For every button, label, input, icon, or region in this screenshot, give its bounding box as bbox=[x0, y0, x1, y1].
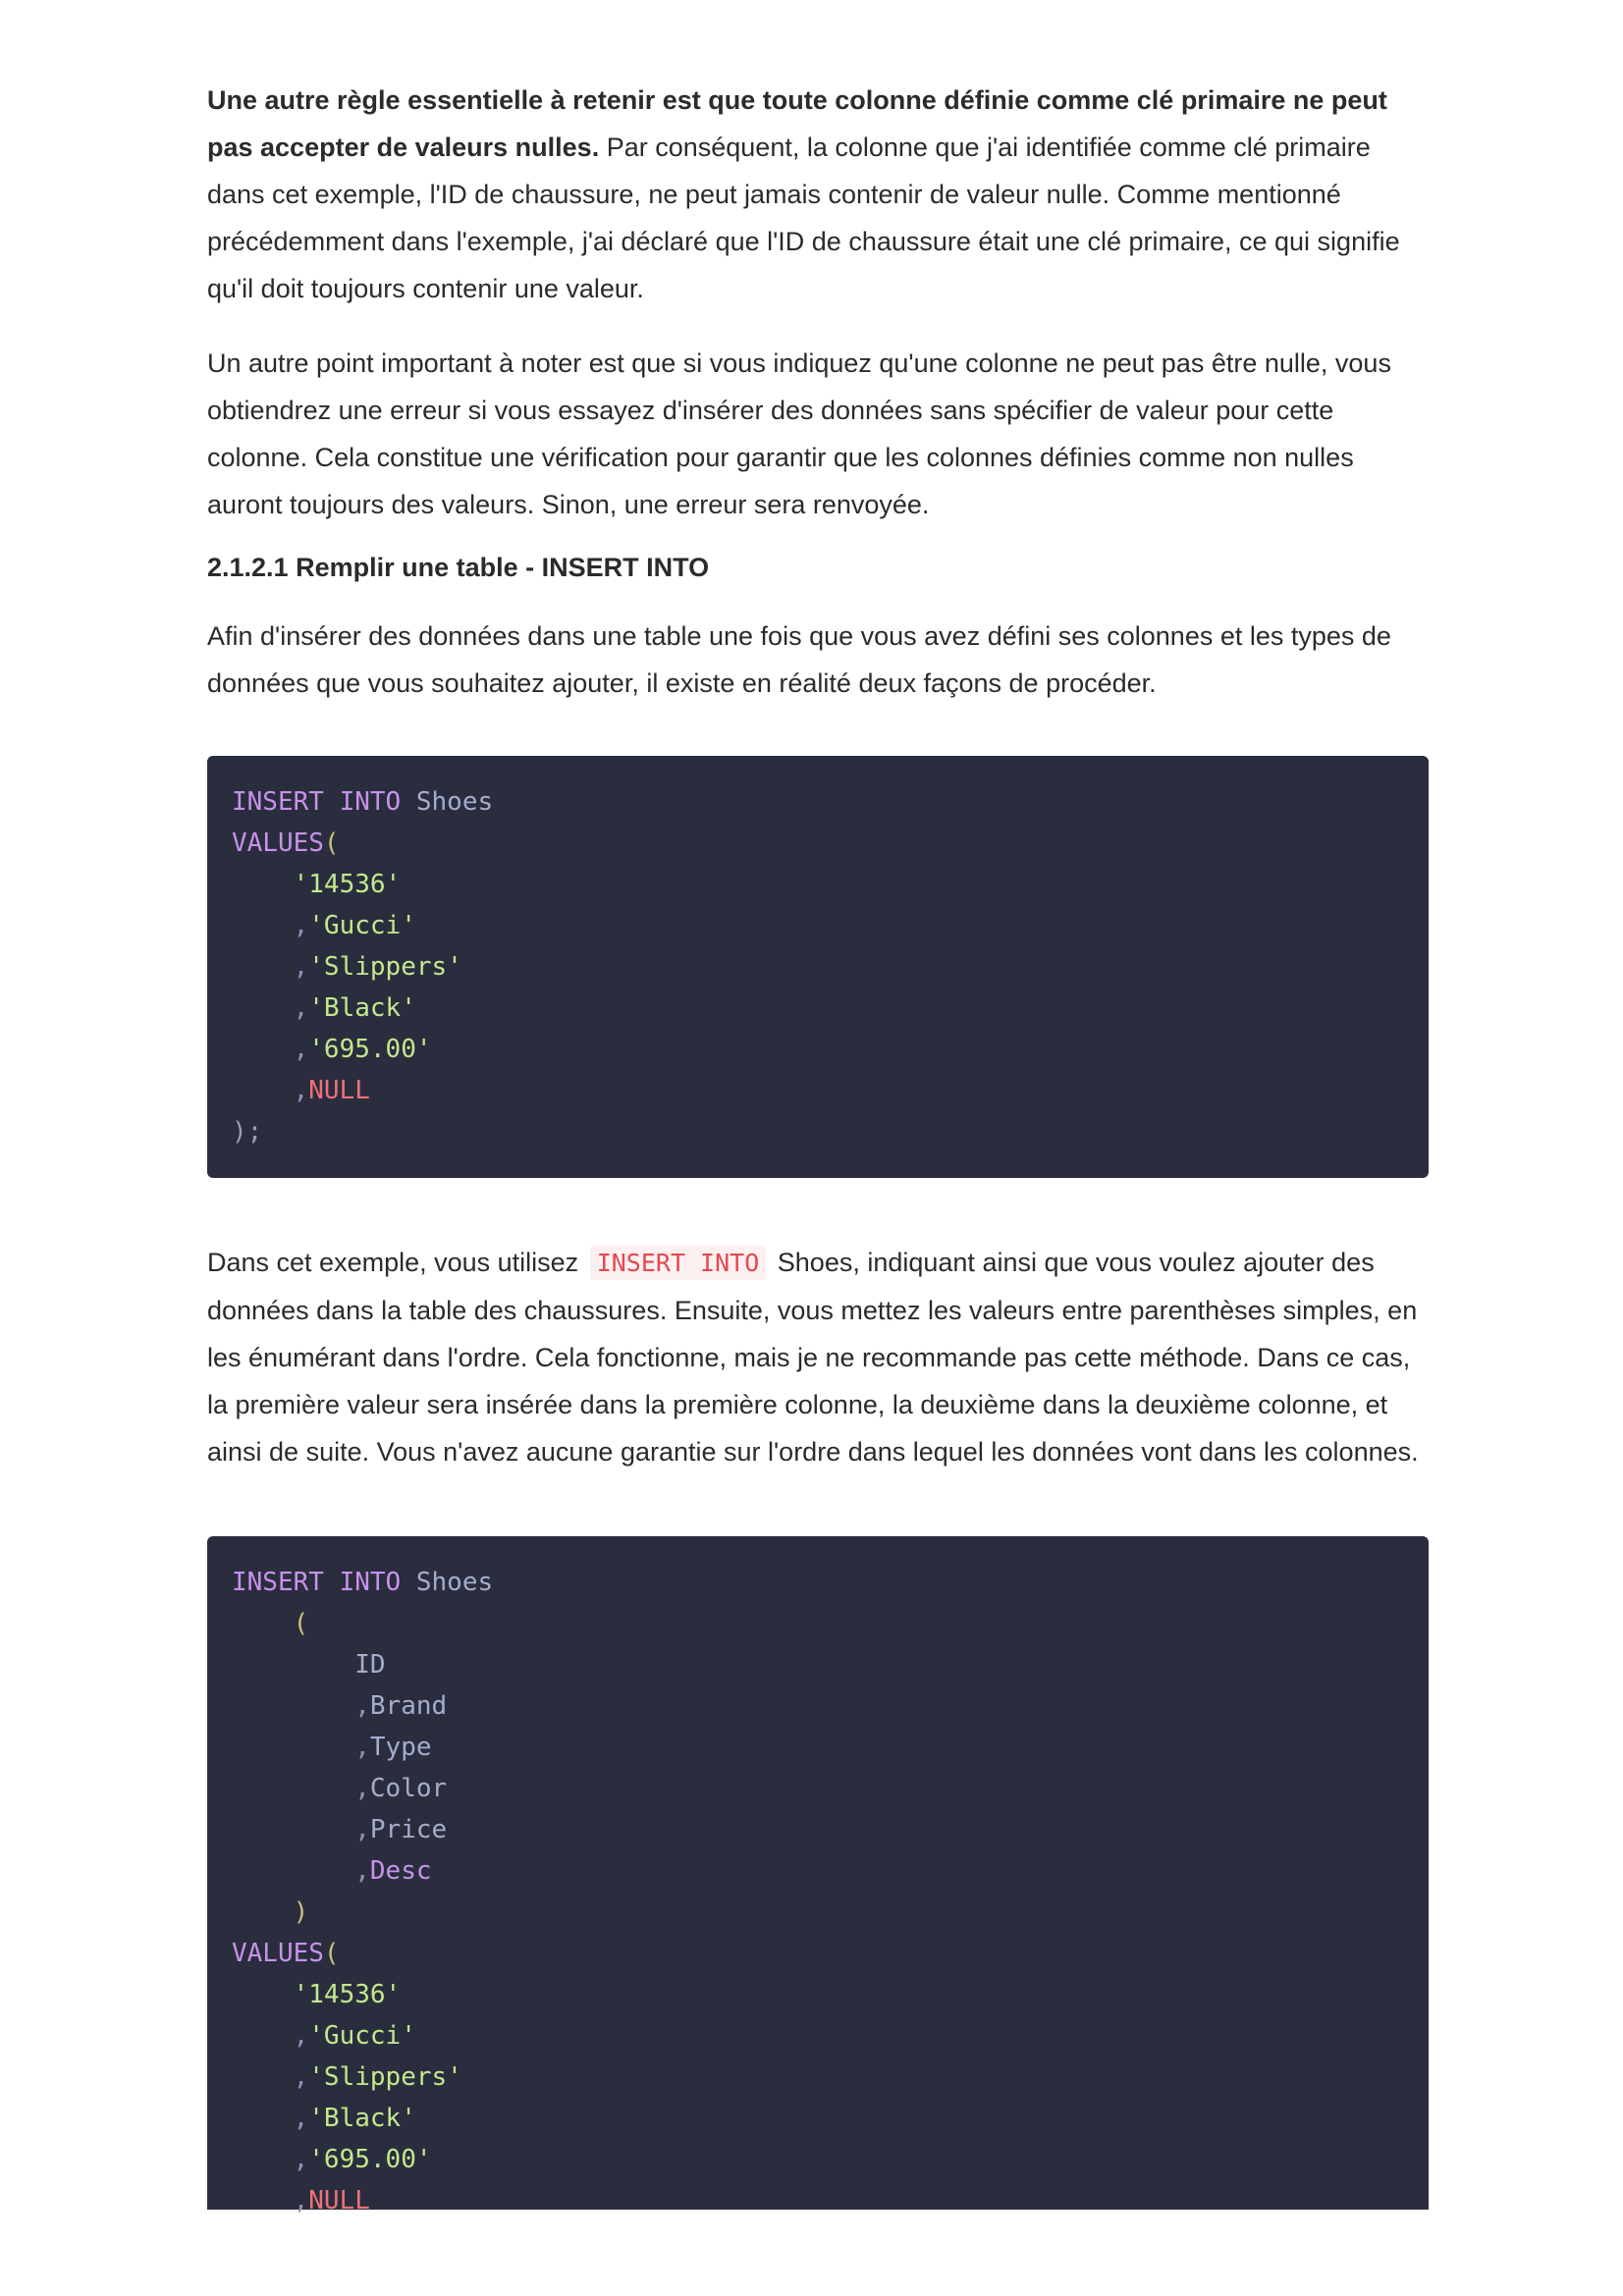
paragraph-not-null: Un autre point important à noter est que si vous indiquez qu'une colonne ne peut pas être nulle, vous obtiendrez une erreur si vous essayez d'insérer des données sans spécifier de valeur pour cette colonne. Cela constitue une vérification pour garantir que les colonnes définies comme non nulles auront toujours des valeurs. Sinon, une erreur sera renvoyée. bbox=[207, 348, 1391, 519]
code-line bbox=[232, 2098, 1404, 2139]
document-page bbox=[207, 77, 1429, 2216]
code-punct: , bbox=[354, 1856, 370, 1886]
code-punct: , bbox=[354, 1815, 370, 1844]
paragraph-text: Dans cet exemple, vous utilisez bbox=[207, 1248, 579, 1277]
code-line bbox=[232, 946, 1404, 988]
code-punct: , bbox=[293, 2145, 309, 2174]
code-line bbox=[232, 2056, 1404, 2098]
code-line bbox=[232, 1685, 1404, 1727]
code-column: Price bbox=[369, 1815, 448, 1844]
code-column: Color bbox=[369, 1774, 448, 1803]
code-line bbox=[232, 1809, 1404, 1850]
code-line bbox=[232, 1070, 1404, 1111]
code-punct: , bbox=[293, 2021, 309, 2051]
code-line bbox=[232, 988, 1404, 1029]
code-line bbox=[232, 1727, 1404, 1768]
code-null: NULL bbox=[308, 2186, 370, 2216]
code-punct: ( bbox=[293, 1609, 309, 1638]
code-block-insert-columns-values bbox=[207, 1536, 1429, 2216]
code-punct: ( bbox=[323, 1939, 340, 1968]
code-string: 'Gucci' bbox=[308, 2021, 416, 2051]
paragraph-lead-bold: Une autre règle essentielle à retenir est que toute colonne définie comme clé primaire ne peut pas accepter de valeurs nulles. bbox=[207, 85, 1387, 162]
code-keyword: Desc bbox=[369, 1856, 432, 1886]
code-punct: , bbox=[354, 1774, 370, 1803]
paragraph-text: Shoes, indiquant ainsi que vous voulez ajouter des données dans la table des chaussures. Ensuite, vous mettez les valeurs entre parenthèses simples, en les énumérant dans l'ordre. Cela fonctionne, mais je ne recommande pas cette méthode. Dans ce cas, la première valeur sera insérée dans la première colonne, la deuxième dans la deuxième colonne, et ainsi de suite. Vous n'avez aucune garantie sur l'ordre dans lequel les données vont dans les colonnes. bbox=[207, 1248, 1419, 1467]
code-column: Brand bbox=[369, 1691, 448, 1721]
code-string: 'Slippers' bbox=[308, 2062, 462, 2092]
code-punct: , bbox=[293, 2104, 309, 2133]
code-line bbox=[232, 2015, 1404, 2056]
code-line bbox=[232, 823, 1404, 864]
code-line bbox=[232, 1974, 1404, 2015]
code-line bbox=[232, 1850, 1404, 1892]
code-punct: , bbox=[354, 1691, 370, 1721]
code-punct: , bbox=[293, 952, 309, 982]
code-line bbox=[232, 1644, 1404, 1685]
paragraph-insert-intro: Afin d'insérer des données dans une table une fois que vous avez défini ses colonnes et les types de données que vous souhaitez ajouter, il existe en réalité deux façons de procéder. bbox=[207, 621, 1391, 698]
code-punct: , bbox=[293, 1076, 309, 1105]
inline-code: INSERT INTO bbox=[590, 1246, 767, 1280]
code-string: 'Gucci' bbox=[308, 911, 416, 940]
code-line bbox=[232, 2180, 1404, 2221]
code-line bbox=[232, 1111, 1404, 1152]
code-keyword: VALUES bbox=[232, 1939, 324, 1968]
code-punct: ); bbox=[232, 1117, 263, 1147]
code-line bbox=[232, 864, 1404, 905]
code-punct: , bbox=[293, 1035, 309, 1064]
code-identifier: Shoes bbox=[415, 1568, 494, 1597]
section-heading: 2.1.2.1 Remplir une table - INSERT INTO bbox=[207, 553, 710, 582]
code-line bbox=[232, 1029, 1404, 1070]
code-line bbox=[232, 2139, 1404, 2180]
code-line bbox=[232, 1562, 1404, 1603]
code-punct: ( bbox=[323, 828, 340, 858]
code-punct: , bbox=[293, 2062, 309, 2092]
code-keyword: INTO bbox=[339, 1568, 402, 1597]
code-line bbox=[232, 1933, 1404, 1974]
code-null: NULL bbox=[308, 1076, 370, 1105]
code-line bbox=[232, 781, 1404, 823]
code-keyword: INSERT bbox=[232, 1568, 324, 1597]
code-block-insert-values bbox=[207, 756, 1429, 1178]
code-punct: , bbox=[354, 1733, 370, 1762]
code-string: '14536' bbox=[293, 1980, 402, 2009]
code-line bbox=[232, 1603, 1404, 1644]
code-string: 'Slippers' bbox=[308, 952, 462, 982]
paragraph-primary-key-rule bbox=[207, 77, 1429, 312]
code-punct: , bbox=[293, 911, 309, 940]
code-identifier: Shoes bbox=[415, 787, 494, 817]
code-keyword: INSERT bbox=[232, 787, 324, 817]
code-punct: , bbox=[293, 2186, 309, 2216]
code-line bbox=[232, 1768, 1404, 1809]
code-line bbox=[232, 1892, 1404, 1933]
paragraph-explanation bbox=[207, 1239, 1429, 1475]
code-keyword: INTO bbox=[339, 787, 402, 817]
code-punct: , bbox=[293, 993, 309, 1023]
code-string: 'Black' bbox=[308, 2104, 416, 2133]
code-string: '695.00' bbox=[308, 1035, 432, 1064]
code-string: '695.00' bbox=[308, 2145, 432, 2174]
code-string: 'Black' bbox=[308, 993, 416, 1023]
code-column: Type bbox=[369, 1733, 432, 1762]
code-keyword: VALUES bbox=[232, 828, 324, 858]
code-column: ID bbox=[354, 1650, 386, 1680]
code-punct: ) bbox=[293, 1897, 309, 1927]
code-line bbox=[232, 905, 1404, 946]
paragraph-rest: Par conséquent, la colonne que j'ai identifiée comme clé primaire dans cet exemple, l'ID de chaussure, ne peut jamais contenir de valeur nulle. Comme mentionné précédemment dans l'exemple, j'ai déclaré que l'ID de chaussure était une clé primaire, ce qui signifie qu'il doit toujours contenir une valeur. bbox=[207, 133, 1400, 303]
code-string: '14536' bbox=[293, 870, 402, 899]
